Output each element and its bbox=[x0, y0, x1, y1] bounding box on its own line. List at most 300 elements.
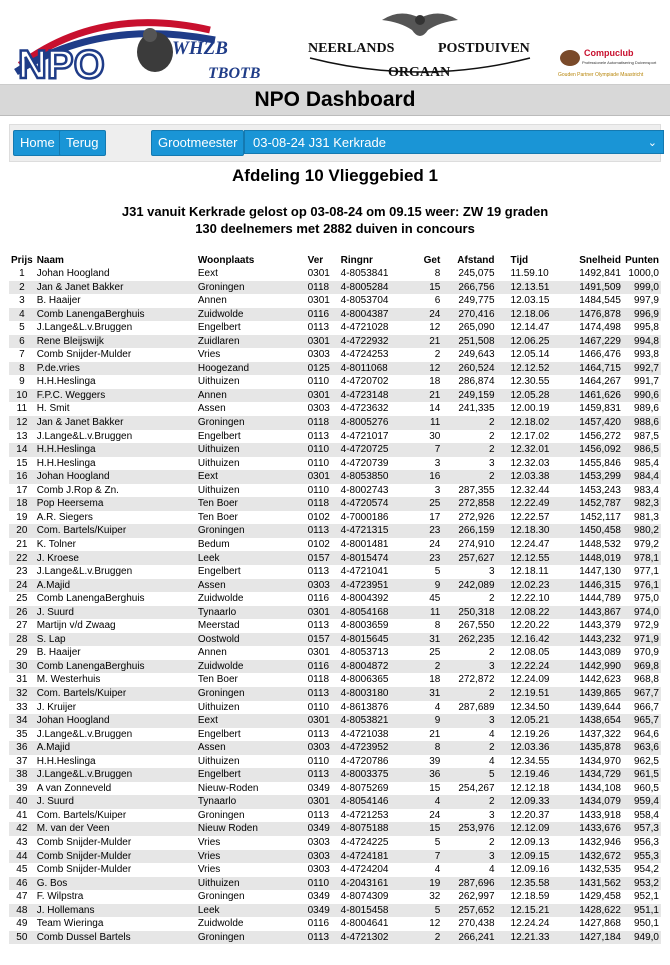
cell-naam: A.Majid bbox=[35, 579, 196, 593]
cell-prijs: 49 bbox=[16, 918, 28, 930]
cell-naam: J.Lange&L.v.Bruggen bbox=[36, 430, 133, 442]
cell-prijs: 21 bbox=[16, 538, 28, 550]
cell-ringnr: 4-8001481 bbox=[340, 538, 389, 550]
table-row bbox=[9, 633, 661, 647]
back-button[interactable]: Terug bbox=[59, 130, 106, 156]
cell-ver: 0301 bbox=[306, 389, 339, 403]
cell-tijd: 12.34.50 bbox=[510, 701, 550, 713]
cell-afstand: 266,159 bbox=[442, 524, 496, 538]
cell-snelheid: 1442,990 bbox=[563, 660, 623, 674]
cell-naam: J. Kroese bbox=[35, 551, 196, 565]
cell-tijd: 12.06.25 bbox=[497, 335, 563, 349]
cell-ringnr: 4-4724225 bbox=[340, 836, 389, 848]
cell-naam: Comb LanengaBerghuis bbox=[35, 660, 196, 674]
cell-naam: Comb Snijder-Mulder bbox=[35, 850, 196, 864]
cell-ringnr: 4-4720739 bbox=[340, 457, 389, 469]
cell-snelheid: 1476,878 bbox=[563, 308, 623, 322]
cell-afstand: 262,997 bbox=[458, 891, 495, 903]
table-row bbox=[9, 470, 661, 484]
cell-punten: 965,7 bbox=[623, 714, 661, 728]
cell-punten: 984,4 bbox=[623, 470, 661, 484]
svg-text:NPO: NPO bbox=[18, 43, 105, 82]
table-row bbox=[9, 863, 661, 877]
col-ver: Ver bbox=[307, 255, 324, 266]
cell-punten: 976,1 bbox=[623, 579, 661, 593]
cell-tijd: 12.08.22 bbox=[497, 606, 563, 620]
cell-afstand: 266,756 bbox=[442, 281, 496, 295]
cell-punten: 955,3 bbox=[623, 850, 661, 864]
cell-get: 5 bbox=[408, 904, 442, 918]
cell-snelheid: 1433,676 bbox=[563, 822, 623, 836]
cell-snelheid: 1432,946 bbox=[579, 836, 621, 848]
cell-punten: 987,5 bbox=[633, 430, 659, 442]
cell-get: 23 bbox=[408, 524, 442, 538]
cell-tijd: 12.22.10 bbox=[510, 593, 550, 605]
cell-ringnr: 4-4724204 bbox=[340, 864, 389, 876]
cell-get: 3 bbox=[434, 484, 441, 496]
cell-afstand: 272,858 bbox=[442, 497, 496, 511]
cell-get: 24 bbox=[429, 538, 441, 550]
cell-tijd: 12.12.55 bbox=[497, 551, 563, 565]
cell-snelheid: 1452,787 bbox=[563, 497, 623, 511]
cell-snelheid: 1434,108 bbox=[579, 782, 621, 794]
cell-tijd: 12.09.33 bbox=[497, 795, 563, 809]
cell-snelheid: 1443,379 bbox=[579, 620, 621, 632]
table-row bbox=[9, 565, 661, 579]
cell-snelheid: 1439,865 bbox=[563, 687, 623, 701]
cell-woonplaats: Bedum bbox=[197, 538, 230, 550]
cell-woonplaats: Uithuizen bbox=[196, 877, 306, 891]
cell-ringnr: 4-8004392 bbox=[340, 593, 389, 605]
cell-snelheid: 1438,654 bbox=[563, 714, 623, 728]
cell-afstand: 286,874 bbox=[458, 376, 495, 388]
cell-tijd: 12.14.47 bbox=[510, 322, 550, 334]
cell-get: 15 bbox=[429, 782, 441, 794]
cell-woonplaats: Eext bbox=[197, 268, 218, 280]
cell-naam: Com. Bartels/Kuiper bbox=[35, 524, 196, 538]
cell-punten: 959,4 bbox=[623, 795, 661, 809]
col-punten: Punten bbox=[625, 255, 659, 266]
cell-prijs: 12 bbox=[9, 416, 35, 430]
cell-naam: J.Lange&L.v.Bruggen bbox=[36, 728, 133, 740]
cell-tijd: 12.35.58 bbox=[497, 877, 563, 891]
cell-ver: 0301 bbox=[306, 335, 339, 349]
cell-woonplaats: Annen bbox=[197, 647, 227, 659]
table-row bbox=[9, 308, 661, 322]
cell-woonplaats: Annen bbox=[196, 389, 306, 403]
cell-afstand: 249,775 bbox=[458, 295, 495, 307]
cell-ver: 0116 bbox=[307, 918, 330, 930]
cell-ringnr: 4-8015458 bbox=[339, 904, 409, 918]
cell-ver: 0125 bbox=[306, 362, 339, 376]
cell-prijs: 33 bbox=[16, 701, 28, 713]
cell-tijd: 12.18.30 bbox=[497, 524, 563, 538]
cell-woonplaats: Uithuizen bbox=[197, 755, 240, 767]
cell-punten: 988,6 bbox=[623, 416, 661, 430]
col-afstand: Afstand bbox=[457, 255, 495, 266]
cell-prijs: 7 bbox=[19, 349, 25, 361]
cell-woonplaats: Engelbert bbox=[197, 728, 241, 740]
cell-afstand: 272,872 bbox=[458, 674, 495, 686]
cell-prijs: 31 bbox=[16, 674, 28, 686]
cell-afstand: 287,355 bbox=[458, 484, 495, 496]
cell-tijd: 12.03.38 bbox=[497, 470, 563, 484]
cell-ver: 0116 bbox=[306, 660, 339, 674]
cell-naam: Rene Bleijswijk bbox=[35, 335, 196, 349]
cell-ringnr: 4-8011068 bbox=[339, 362, 409, 376]
cell-tijd: 12.18.02 bbox=[497, 416, 563, 430]
cell-tijd: 12.24.47 bbox=[510, 538, 550, 550]
cell-ver: 0102 bbox=[307, 511, 330, 523]
cell-punten: 969,8 bbox=[623, 660, 661, 674]
cell-ver: 0113 bbox=[307, 430, 330, 442]
cell-afstand: 251,508 bbox=[442, 335, 496, 349]
cell-snelheid: 1474,498 bbox=[579, 322, 621, 334]
cell-punten: 994,8 bbox=[623, 335, 661, 349]
cell-prijs: 44 bbox=[9, 850, 35, 864]
cell-ver: 0303 bbox=[307, 836, 330, 848]
home-button[interactable]: Home bbox=[13, 130, 62, 156]
cell-afstand: 267,550 bbox=[458, 620, 495, 632]
cell-prijs: 42 bbox=[9, 822, 35, 836]
cell-tijd: 12.22.57 bbox=[510, 511, 550, 523]
cell-get: 2 bbox=[434, 349, 441, 361]
cell-woonplaats: Engelbert bbox=[197, 322, 241, 334]
cell-woonplaats: Eext bbox=[196, 470, 306, 484]
cell-naam: H. Smit bbox=[36, 403, 70, 415]
cell-ver: 0110 bbox=[307, 755, 330, 767]
cell-prijs: 22 bbox=[9, 551, 35, 565]
cell-tijd: 12.21.33 bbox=[497, 931, 563, 945]
cell-woonplaats: Assen bbox=[196, 741, 306, 755]
cell-tijd: 12.18.11 bbox=[510, 566, 549, 578]
cell-woonplaats: Hoogezand bbox=[196, 362, 306, 376]
cell-ver: 0110 bbox=[307, 457, 330, 469]
cell-prijs: 47 bbox=[16, 891, 28, 903]
cell-ringnr: 4-8004387 bbox=[339, 308, 409, 322]
cell-afstand: 260,524 bbox=[442, 362, 496, 376]
cell-get: 21 bbox=[408, 335, 442, 349]
cell-get: 9 bbox=[408, 714, 442, 728]
table-row bbox=[9, 416, 661, 430]
cell-ver: 0110 bbox=[306, 877, 339, 891]
cell-tijd: 12.12.18 bbox=[510, 782, 550, 794]
cell-naam: S. Lap bbox=[35, 633, 196, 647]
cell-snelheid: 1434,729 bbox=[563, 768, 623, 782]
cell-ver: 0113 bbox=[306, 524, 339, 538]
cell-prijs: 1 bbox=[19, 268, 25, 280]
cell-punten: 981,3 bbox=[633, 511, 659, 523]
cell-afstand: 3 bbox=[442, 850, 496, 864]
cell-get: 3 bbox=[434, 457, 441, 469]
cell-snelheid: 1466,476 bbox=[579, 349, 621, 361]
cell-prijs: 23 bbox=[16, 566, 28, 578]
cell-snelheid: 1434,079 bbox=[563, 795, 623, 809]
cell-get: 8 bbox=[434, 268, 441, 280]
cell-prijs: 10 bbox=[9, 389, 35, 403]
cell-prijs: 24 bbox=[9, 579, 35, 593]
cell-get: 5 bbox=[434, 566, 441, 578]
cell-ringnr: 4-4721302 bbox=[339, 931, 409, 945]
cell-get: 15 bbox=[408, 281, 442, 295]
cell-ringnr: 4-4721028 bbox=[340, 322, 389, 334]
cell-punten: 961,5 bbox=[623, 768, 661, 782]
cell-prijs: 38 bbox=[9, 768, 35, 782]
cell-punten: 982,3 bbox=[623, 497, 661, 511]
col-prijs: Prijs bbox=[11, 255, 33, 266]
cell-ringnr: 4-4720786 bbox=[340, 755, 389, 767]
cell-get: 8 bbox=[434, 620, 441, 632]
cell-woonplaats: Tynaarlo bbox=[196, 606, 306, 620]
cell-snelheid: 1450,458 bbox=[563, 524, 623, 538]
cell-get: 24 bbox=[408, 308, 442, 322]
svg-text:Professionele Automatisering D: Professionele Automatisering Duivensport bbox=[582, 60, 657, 65]
cell-afstand: 242,089 bbox=[442, 579, 496, 593]
cell-ver: 0349 bbox=[306, 904, 339, 918]
cell-afstand: 262,235 bbox=[442, 633, 496, 647]
cell-tijd: 12.15.21 bbox=[497, 904, 563, 918]
cell-punten: 970,9 bbox=[633, 647, 659, 659]
cell-ver: 0303 bbox=[306, 850, 339, 864]
cell-snelheid: 1428,622 bbox=[563, 904, 623, 918]
cell-ver: 0301 bbox=[307, 647, 330, 659]
cell-ringnr: 4-4720702 bbox=[340, 376, 389, 388]
cell-get: 21 bbox=[429, 728, 441, 740]
cell-tijd: 12.24.09 bbox=[510, 674, 550, 686]
table-row bbox=[9, 281, 661, 295]
cell-ver: 0303 bbox=[307, 349, 330, 361]
cell-prijs: 26 bbox=[9, 606, 35, 620]
cell-get: 11 bbox=[408, 606, 442, 620]
cell-afstand: 265,090 bbox=[458, 322, 495, 334]
cell-ver: 0110 bbox=[306, 443, 339, 457]
cell-afstand: 2 bbox=[442, 470, 496, 484]
cell-naam: Johan Hoogland bbox=[36, 268, 110, 280]
table-row bbox=[9, 443, 661, 457]
cell-ver: 0157 bbox=[306, 551, 339, 565]
cell-prijs: 28 bbox=[9, 633, 35, 647]
cell-ver: 0118 bbox=[307, 674, 330, 686]
cell-get: 9 bbox=[408, 579, 442, 593]
cell-punten: 967,7 bbox=[623, 687, 661, 701]
cell-tijd: 12.19.51 bbox=[497, 687, 563, 701]
cell-get: 24 bbox=[429, 809, 441, 821]
cell-prijs: 40 bbox=[9, 795, 35, 809]
cell-punten: 956,3 bbox=[633, 836, 659, 848]
cell-naam: Jan & Janet Bakker bbox=[35, 281, 196, 295]
cell-ringnr: 4-8053704 bbox=[340, 295, 389, 307]
race-select-value: 03-08-24 J31 Kerkrade bbox=[253, 135, 386, 150]
cell-snelheid: 1432,535 bbox=[579, 864, 621, 876]
cell-woonplaats: Uithuizen bbox=[197, 484, 240, 496]
cell-prijs: 16 bbox=[9, 470, 35, 484]
cell-get: 7 bbox=[408, 443, 442, 457]
participants-info: 130 deelnemers met 2882 duiven in concours bbox=[195, 221, 475, 236]
cell-afstand: 253,976 bbox=[442, 822, 496, 836]
cell-get: 16 bbox=[408, 470, 442, 484]
cell-punten: 999,0 bbox=[623, 281, 661, 295]
cell-ver: 0113 bbox=[306, 931, 339, 945]
cell-punten: 995,8 bbox=[633, 322, 659, 334]
cell-ver: 0110 bbox=[307, 376, 330, 388]
cell-woonplaats: Annen bbox=[197, 295, 227, 307]
table-row bbox=[9, 755, 661, 769]
cell-naam: Comb Snijder-Mulder bbox=[36, 836, 132, 848]
cell-get: 12 bbox=[429, 322, 441, 334]
cell-punten: 949,0 bbox=[623, 931, 661, 945]
cell-tijd: 12.18.59 bbox=[510, 891, 550, 903]
cell-naam: J.Lange&L.v.Bruggen bbox=[35, 768, 196, 782]
cell-ringnr: 4-4723632 bbox=[340, 403, 389, 415]
cell-prijs: 45 bbox=[16, 864, 28, 876]
header-banner bbox=[0, 0, 670, 85]
cell-prijs: 46 bbox=[9, 877, 35, 891]
cell-ver: 0301 bbox=[307, 295, 330, 307]
cell-afstand: 4 bbox=[488, 864, 495, 876]
cell-get: 4 bbox=[434, 864, 441, 876]
cell-snelheid: 1443,232 bbox=[563, 633, 623, 647]
cell-ringnr: 4-8015645 bbox=[339, 633, 409, 647]
cell-punten: 985,4 bbox=[633, 457, 659, 469]
cell-snelheid: 1484,545 bbox=[579, 295, 621, 307]
cell-tijd: 12.05.14 bbox=[510, 349, 550, 361]
cell-prijs: 20 bbox=[9, 524, 35, 538]
cell-tijd: 12.03.15 bbox=[510, 295, 550, 307]
cell-woonplaats: Uithuizen bbox=[197, 376, 240, 388]
cell-woonplaats: Leek bbox=[196, 904, 306, 918]
cell-naam: J.Lange&L.v.Bruggen bbox=[36, 566, 133, 578]
cell-snelheid: 1442,623 bbox=[579, 674, 621, 686]
cell-get: 7 bbox=[408, 850, 442, 864]
cell-get: 39 bbox=[429, 755, 441, 767]
table-row bbox=[9, 402, 661, 416]
cell-naam: B. Haaijer bbox=[36, 295, 81, 307]
cell-naam: Pop Heersema bbox=[35, 497, 196, 511]
cell-ver: 0116 bbox=[307, 593, 330, 605]
cell-ringnr: 4-8075269 bbox=[340, 782, 389, 794]
dashboard-title: NPO Dashboard bbox=[0, 85, 670, 116]
cell-snelheid: 1435,878 bbox=[563, 741, 623, 755]
cell-naam: Team Wieringa bbox=[36, 918, 104, 930]
col-woonplaats: Woonplaats bbox=[197, 255, 255, 266]
grootmeester-button[interactable]: Grootmeester bbox=[151, 130, 244, 156]
cell-naam: Martijn v/d Zwaag bbox=[36, 620, 116, 632]
cell-punten: 997,9 bbox=[633, 295, 659, 307]
table-row bbox=[9, 619, 661, 633]
cell-woonplaats: Assen bbox=[196, 579, 306, 593]
race-select[interactable] bbox=[244, 130, 664, 154]
cell-prijs: 17 bbox=[16, 484, 28, 496]
cell-ver: 0113 bbox=[307, 728, 330, 740]
cell-naam: H.H.Heslinga bbox=[35, 443, 196, 457]
cell-afstand: 2 bbox=[488, 430, 495, 442]
cell-woonplaats: Vries bbox=[197, 836, 221, 848]
cell-punten: 996,9 bbox=[623, 308, 661, 322]
table-row bbox=[9, 836, 661, 850]
cell-get: 19 bbox=[408, 877, 442, 891]
cell-ver: 0303 bbox=[307, 403, 330, 415]
table-row bbox=[9, 728, 661, 742]
cell-get: 25 bbox=[429, 647, 441, 659]
col-get: Get bbox=[423, 255, 441, 266]
cell-punten: 972,9 bbox=[633, 620, 659, 632]
cell-woonplaats: Eext bbox=[196, 714, 306, 728]
cell-afstand: 2 bbox=[488, 836, 495, 848]
cell-tijd: 12.12.09 bbox=[497, 822, 563, 836]
svg-text:POSTDUIVEN: POSTDUIVEN bbox=[438, 41, 530, 56]
cell-afstand: 2 bbox=[442, 443, 496, 457]
cell-ver: 0113 bbox=[307, 809, 330, 821]
cell-snelheid: 1456,092 bbox=[563, 443, 623, 457]
cell-naam: J. Suurd bbox=[35, 795, 196, 809]
cell-ver: 0303 bbox=[306, 741, 339, 755]
cell-get: 18 bbox=[429, 376, 441, 388]
cell-punten: 963,6 bbox=[623, 741, 661, 755]
cell-get: 14 bbox=[429, 403, 441, 415]
cell-afstand: 3 bbox=[488, 457, 495, 469]
cell-tijd: 12.17.02 bbox=[510, 430, 550, 442]
cell-snelheid: 1455,846 bbox=[579, 457, 621, 469]
table-row bbox=[9, 606, 661, 620]
cell-prijs: 3 bbox=[19, 295, 25, 307]
cell-get: 45 bbox=[429, 593, 441, 605]
table-row bbox=[9, 524, 661, 538]
cell-tijd: 12.24.24 bbox=[510, 918, 550, 930]
cell-punten: 992,7 bbox=[623, 362, 661, 376]
cell-afstand: 287,696 bbox=[442, 877, 496, 891]
table-row bbox=[9, 389, 661, 403]
cell-snelheid: 1448,019 bbox=[563, 551, 623, 565]
cell-woonplaats: Oostwold bbox=[196, 633, 306, 647]
cell-ver: 0113 bbox=[307, 620, 330, 632]
table-row bbox=[9, 877, 661, 891]
cell-tijd: 12.08.05 bbox=[510, 647, 550, 659]
cell-get: 23 bbox=[408, 551, 442, 565]
cell-prijs: 39 bbox=[16, 782, 28, 794]
cell-afstand: 257,627 bbox=[442, 551, 496, 565]
cell-prijs: 6 bbox=[9, 335, 35, 349]
cell-punten: 966,7 bbox=[633, 701, 659, 713]
col-naam: Naam bbox=[36, 255, 64, 266]
table-row bbox=[9, 850, 661, 864]
table-row bbox=[9, 809, 661, 823]
cell-tijd: 12.18.06 bbox=[497, 308, 563, 322]
cell-naam: Com. Bartels/Kuiper bbox=[36, 809, 127, 821]
cell-snelheid: 1453,299 bbox=[563, 470, 623, 484]
cell-snelheid: 1459,831 bbox=[579, 403, 621, 415]
page-title: Afdeling 10 Vlieggebied 1 bbox=[232, 166, 438, 185]
cell-tijd: 12.02.23 bbox=[497, 579, 563, 593]
cell-naam: F. Wilpstra bbox=[36, 891, 84, 903]
cell-naam: K. Tolner bbox=[36, 538, 76, 550]
cell-ver: 0301 bbox=[306, 795, 339, 809]
cell-punten: 980,2 bbox=[623, 524, 661, 538]
cell-naam: Johan Hoogland bbox=[35, 470, 196, 484]
cell-punten: 957,3 bbox=[623, 822, 661, 836]
cell-woonplaats: Meerstad bbox=[197, 620, 240, 632]
cell-naam: Jan & Janet Bakker bbox=[35, 416, 196, 430]
cell-prijs: 30 bbox=[9, 660, 35, 674]
cell-punten: 964,6 bbox=[633, 728, 659, 740]
cell-snelheid: 1464,715 bbox=[563, 362, 623, 376]
cell-prijs: 25 bbox=[16, 593, 28, 605]
cell-prijs: 36 bbox=[9, 741, 35, 755]
cell-tijd: 12.32.01 bbox=[497, 443, 563, 457]
cell-ringnr: 4-2043161 bbox=[339, 877, 409, 891]
table-row bbox=[9, 673, 661, 687]
cell-woonplaats: Groningen bbox=[196, 416, 306, 430]
cell-ver: 0349 bbox=[306, 822, 339, 836]
